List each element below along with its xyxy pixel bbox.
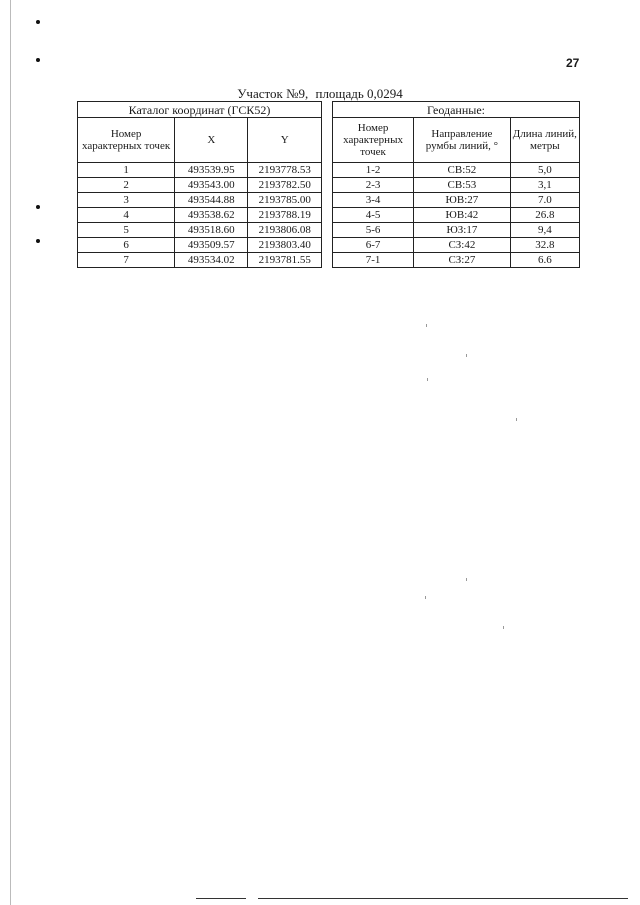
- coordinate-catalog-table: [77, 101, 322, 268]
- catalog-row: [78, 253, 322, 268]
- catalog-cell: 493518.60: [175, 223, 248, 238]
- catalog-cell: 493544.88: [175, 193, 248, 208]
- scan-speck: [427, 378, 428, 381]
- geodata-cell: СВ:52: [414, 163, 511, 178]
- catalog-header-y: Y: [248, 118, 322, 163]
- catalog-cell: 2193778.53: [248, 163, 322, 178]
- catalog-cell: 2193782.50: [248, 178, 322, 193]
- catalog-header-point: Номер характерных точек: [78, 118, 175, 163]
- footer-rule: [258, 898, 628, 899]
- plot-title-number: Участок №9,: [237, 86, 309, 101]
- geodata-row: [333, 253, 580, 268]
- catalog-title: Каталог координат (ГСК52): [78, 102, 322, 118]
- catalog-cell: 5: [78, 223, 175, 238]
- geodata-row: [333, 238, 580, 253]
- scan-speck: [503, 626, 504, 629]
- geodata-row: [333, 193, 580, 208]
- catalog-cell: 493509.57: [175, 238, 248, 253]
- geodata-row: [333, 163, 580, 178]
- geodata-cell: 2-3: [333, 178, 414, 193]
- geodata-cell: 7-1: [333, 253, 414, 268]
- geodata-header-segment: Номер характерных точек: [333, 118, 414, 163]
- catalog-cell: 493543.00: [175, 178, 248, 193]
- scan-speck: [426, 324, 427, 327]
- catalog-cell: 2193781.55: [248, 253, 322, 268]
- binder-hole-dot: [36, 20, 40, 24]
- catalog-cell: 2193803.40: [248, 238, 322, 253]
- geodata-cell: 5,0: [510, 163, 579, 178]
- geodata-cell: ЮВ:27: [414, 193, 511, 208]
- geodata-row: [333, 208, 580, 223]
- catalog-cell: 493538.62: [175, 208, 248, 223]
- geodata-cell: ЮВ:42: [414, 208, 511, 223]
- scan-speck: [516, 418, 517, 421]
- catalog-cell: 7: [78, 253, 175, 268]
- geodata-header-direction: Направление румбы линий, °: [414, 118, 511, 163]
- binder-hole-dot: [36, 58, 40, 62]
- geodata-cell: 5-6: [333, 223, 414, 238]
- catalog-cell: 2193785.00: [248, 193, 322, 208]
- geodata-cell: 32.8: [510, 238, 579, 253]
- catalog-header-x: X: [175, 118, 248, 163]
- footer-rule: [196, 898, 246, 899]
- geodata-cell: 3,1: [510, 178, 579, 193]
- catalog-cell: 2: [78, 178, 175, 193]
- geodata-header-length: Длина линий, метры: [510, 118, 579, 163]
- geodata-cell: 26.8: [510, 208, 579, 223]
- geodata-cell: 1-2: [333, 163, 414, 178]
- catalog-row: [78, 178, 322, 193]
- catalog-row: [78, 238, 322, 253]
- catalog-cell: 3: [78, 193, 175, 208]
- catalog-row: [78, 193, 322, 208]
- catalog-cell: 493539.95: [175, 163, 248, 178]
- catalog-cell: 2193788.19: [248, 208, 322, 223]
- geodata-cell: СВ:53: [414, 178, 511, 193]
- geodata-cell: 7.0: [510, 193, 579, 208]
- scan-speck: [466, 354, 467, 357]
- catalog-row: [78, 163, 322, 178]
- catalog-cell: 6: [78, 238, 175, 253]
- scan-speck: [466, 578, 467, 581]
- binder-hole-dot: [36, 239, 40, 243]
- catalog-row: [78, 208, 322, 223]
- binder-hole-dot: [36, 205, 40, 209]
- page-number: 27: [566, 56, 580, 70]
- geodata-cell: 3-4: [333, 193, 414, 208]
- geodata-cell: 6.6: [510, 253, 579, 268]
- scan-edge-line: [10, 0, 11, 905]
- geodata-cell: 4-5: [333, 208, 414, 223]
- geodata-row: [333, 223, 580, 238]
- plot-title: [0, 86, 640, 102]
- geodata-cell: ЮЗ:17: [414, 223, 511, 238]
- geodata-cell: 6-7: [333, 238, 414, 253]
- catalog-cell: 1: [78, 163, 175, 178]
- geodata-table: [332, 101, 580, 268]
- catalog-cell: 2193806.08: [248, 223, 322, 238]
- geodata-cell: СЗ:27: [414, 253, 511, 268]
- geodata-row: [333, 178, 580, 193]
- scan-speck: [425, 596, 426, 599]
- catalog-cell: 4: [78, 208, 175, 223]
- catalog-cell: 493534.02: [175, 253, 248, 268]
- catalog-row: [78, 223, 322, 238]
- geodata-cell: СЗ:42: [414, 238, 511, 253]
- geodata-cell: 9,4: [510, 223, 579, 238]
- geodata-title: Геоданные:: [333, 102, 580, 118]
- plot-title-area: площадь 0,0294: [315, 86, 403, 101]
